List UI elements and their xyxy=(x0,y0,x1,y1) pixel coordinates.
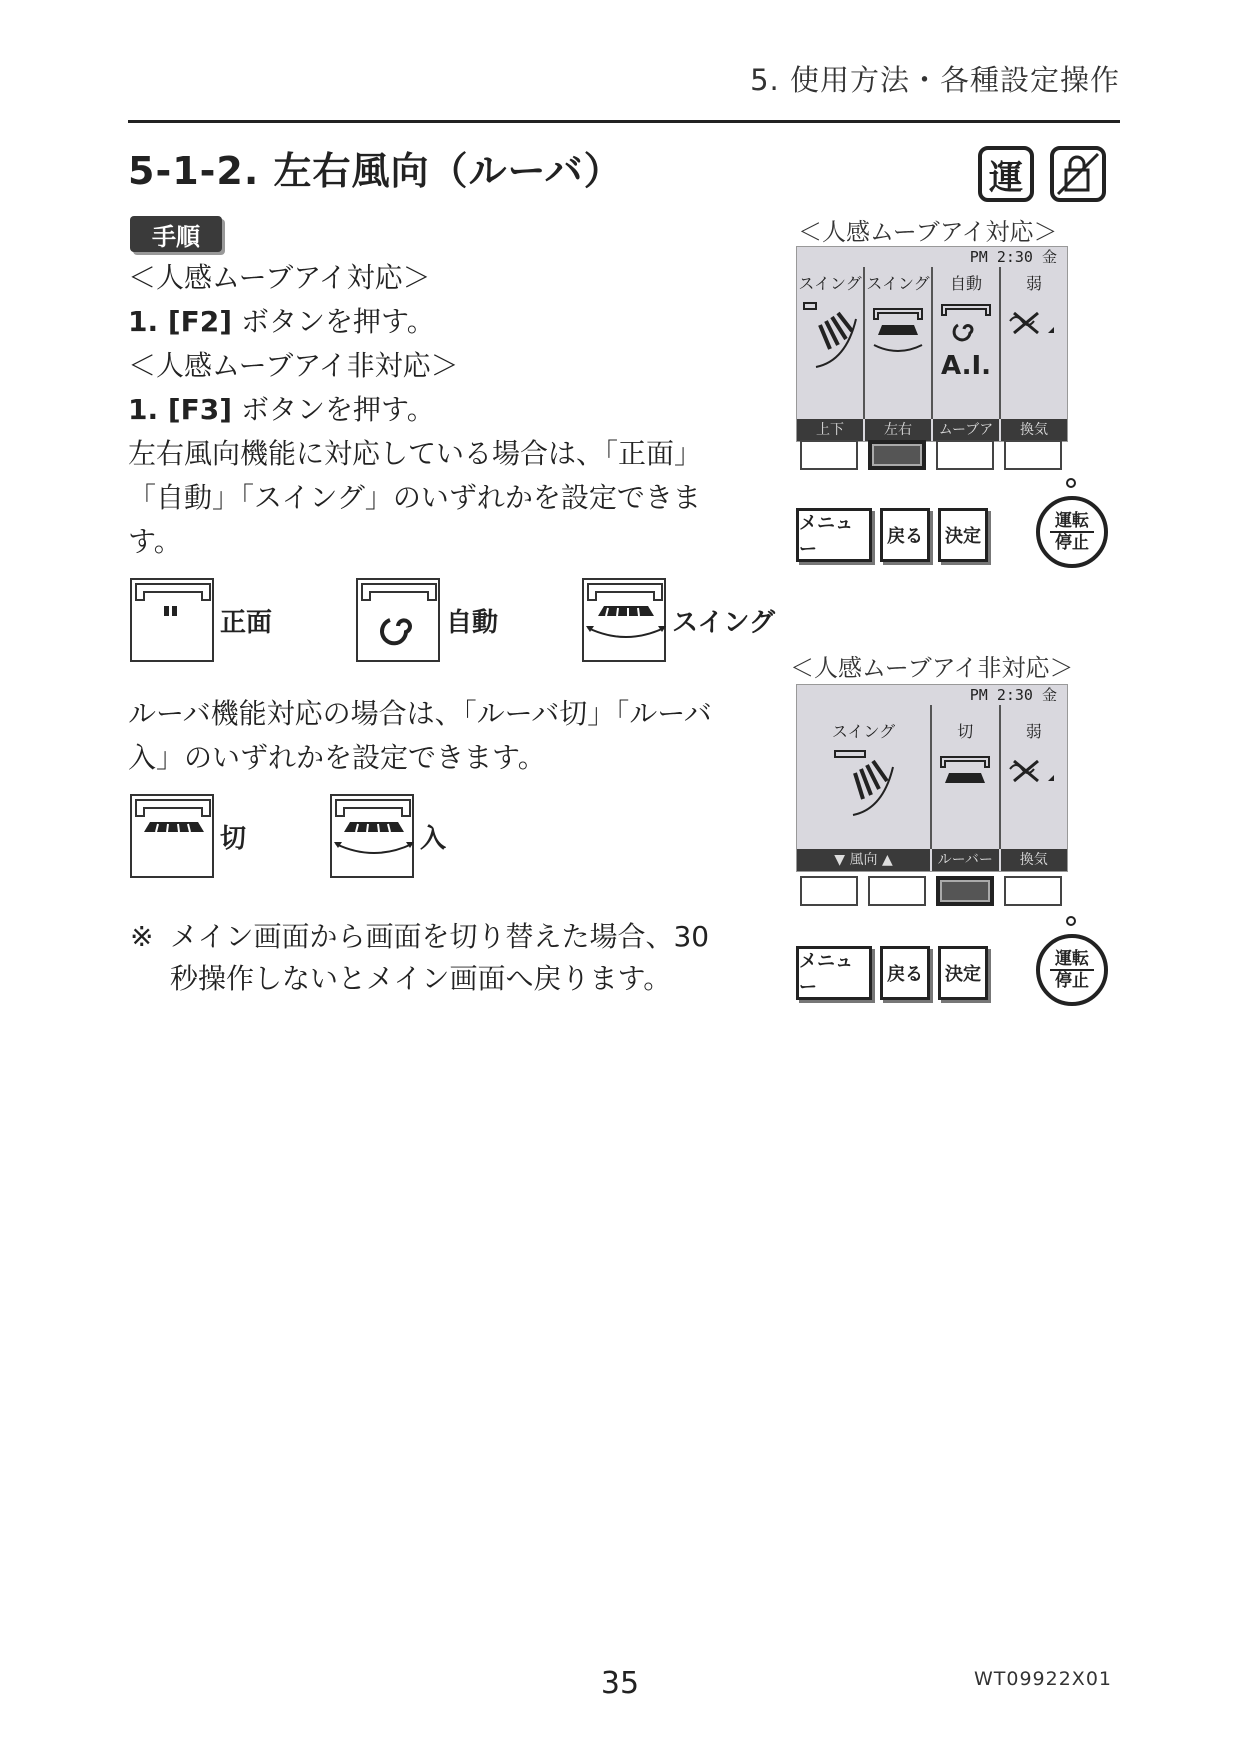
lcd-col-label: スイング xyxy=(798,274,862,293)
lcd-col-louver xyxy=(932,705,1001,849)
unsupported-step-text: ボタンを押す。 xyxy=(232,393,435,426)
lcd-col-label: スイング xyxy=(831,722,896,741)
control-buttons-supported xyxy=(796,508,996,562)
lcd-softkey-labels xyxy=(797,419,1067,441)
enter-button[interactable]: 決定 xyxy=(938,946,988,1000)
lcd-clock: PM 2:30 金 xyxy=(969,248,1057,266)
ventilation-fan-icon xyxy=(1004,743,1064,803)
enter-button[interactable]: 決定 xyxy=(938,508,988,562)
softkey-label-louver: ルーバー xyxy=(932,849,1001,871)
unsupported-step xyxy=(128,388,718,432)
f4-button[interactable] xyxy=(1004,876,1062,906)
louver-off-icon xyxy=(935,743,995,803)
lcd-col-label: 弱 xyxy=(1025,274,1042,293)
document-code: WT09922X01 xyxy=(973,1668,1112,1690)
softkey-label-move-eye: ムーブア xyxy=(933,419,1001,441)
supported-heading: ＜人感ムーブアイ対応＞ xyxy=(128,261,431,294)
run-icon: 運 xyxy=(978,146,1034,202)
power-label-run: 運転 xyxy=(1055,949,1089,969)
lcd-col-fan xyxy=(1001,267,1067,419)
front-airflow-icon xyxy=(130,578,214,662)
panel-supported-caption: ＜人感ムーブアイ対応＞ xyxy=(798,218,1058,246)
lcd-col-swing xyxy=(797,705,932,849)
page-number: 35 xyxy=(600,1666,640,1701)
lcd-screen-supported xyxy=(796,246,1068,442)
louver-off-label: 切 xyxy=(220,823,247,854)
vertical-swing-icon xyxy=(800,295,860,391)
swing-label: スイング xyxy=(672,607,775,638)
auto-airflow-icon xyxy=(356,578,440,662)
power-label-stop: 停止 xyxy=(1055,533,1089,553)
function-keys-unsupported xyxy=(800,876,1062,906)
supported-step xyxy=(128,300,718,344)
vertical-swing-icon xyxy=(819,743,909,833)
louver-description: ルーバ機能対応の場合は、「ルーバ切」「ルーバ入」のいずれかを設定できます。 xyxy=(128,697,712,774)
softkey-label-up-down: 上下 xyxy=(797,419,865,441)
mode-icons xyxy=(978,146,1106,202)
power-button[interactable] xyxy=(1036,496,1108,568)
louver-on-label: 入 xyxy=(420,823,447,854)
back-button[interactable]: 戻る xyxy=(880,946,930,1000)
header-divider xyxy=(128,120,1120,123)
lcd-screen-unsupported xyxy=(796,684,1068,872)
auto-label: 自動 xyxy=(446,607,499,638)
lcd-col-label: 弱 xyxy=(1025,722,1042,741)
panel-unsupported-caption: ＜人感ムーブアイ非対応＞ xyxy=(790,654,1074,682)
power-button[interactable] xyxy=(1036,934,1108,1006)
auto-airflow-icon xyxy=(936,295,996,351)
menu-button[interactable]: メニュー xyxy=(796,508,872,562)
f1-button[interactable] xyxy=(800,440,858,470)
softkey-label-ventilation: 換気 xyxy=(1020,422,1048,438)
ventilation-fan-icon xyxy=(1004,295,1064,355)
section-title: 5-1-2. 左右風向（ルーバ） xyxy=(128,149,623,193)
lcd-softkey-labels xyxy=(797,849,1067,871)
f2-button[interactable] xyxy=(868,876,926,906)
function-keys-supported xyxy=(800,440,1062,470)
supported-step-text: ボタンを押す。 xyxy=(232,305,435,338)
lcd-col-label: 切 xyxy=(957,722,974,741)
power-indicator-lamp xyxy=(1066,478,1076,488)
f4-button[interactable] xyxy=(1004,440,1062,470)
lock-icon xyxy=(1054,150,1102,198)
horizontal-swing-icon xyxy=(868,295,928,391)
lcd-col-horizontal-swing xyxy=(865,267,933,419)
lcd-clock: PM 2:30 金 xyxy=(969,686,1057,704)
menu-button[interactable]: メニュー xyxy=(796,946,872,1000)
swing-airflow-icon xyxy=(582,578,666,662)
ai-label: A.I. xyxy=(940,351,992,381)
power-label-run: 運転 xyxy=(1055,511,1089,531)
front-label: 正面 xyxy=(220,607,273,638)
control-buttons-unsupported xyxy=(796,946,996,1000)
lcd-col-label: スイング xyxy=(866,274,930,293)
louver-off-icon xyxy=(130,794,214,878)
note-text: メイン画面から画面を切り替えた場合、30 秒操作しないとメイン画面へ戻ります。 xyxy=(170,920,710,995)
unsupported-step-key: 1. [F3] xyxy=(128,393,233,426)
direction-description: 左右風向機能に対応している場合は、「正面」「自動」「スイング」のいずれかを設定できます。 xyxy=(128,437,703,558)
softkey-label-left-right: 左右 xyxy=(865,419,933,441)
note-mark: ※ xyxy=(130,920,154,953)
lock-prohibited-icon xyxy=(1050,146,1106,202)
louver-on-icon xyxy=(330,794,414,878)
power-label-stop: 停止 xyxy=(1055,971,1089,991)
supported-step-key: 1. [F2] xyxy=(128,305,233,338)
procedure-badge: 手順 xyxy=(130,216,222,252)
direction-icon-row xyxy=(130,578,859,662)
f1-button[interactable] xyxy=(800,876,858,906)
note xyxy=(130,916,720,1000)
lcd-col-fan xyxy=(1001,705,1068,849)
lcd-col-label: 自動 xyxy=(949,274,982,293)
lcd-col-auto xyxy=(933,267,1001,419)
f3-button[interactable] xyxy=(936,876,994,906)
softkey-label-ventilation: 換気 xyxy=(1019,852,1048,868)
back-button[interactable]: 戻る xyxy=(880,508,930,562)
chapter-header: 5. 使用方法・各種設定操作 xyxy=(750,63,1120,97)
power-indicator-lamp xyxy=(1066,916,1076,926)
louver-icon-row xyxy=(130,794,530,878)
f2-button[interactable] xyxy=(868,440,926,470)
f3-button[interactable] xyxy=(936,440,994,470)
softkey-label-direction: ▼ 風向 ▲ xyxy=(797,849,932,871)
lcd-col-vertical-swing xyxy=(797,267,865,419)
unsupported-heading: ＜人感ムーブアイ非対応＞ xyxy=(128,349,459,382)
